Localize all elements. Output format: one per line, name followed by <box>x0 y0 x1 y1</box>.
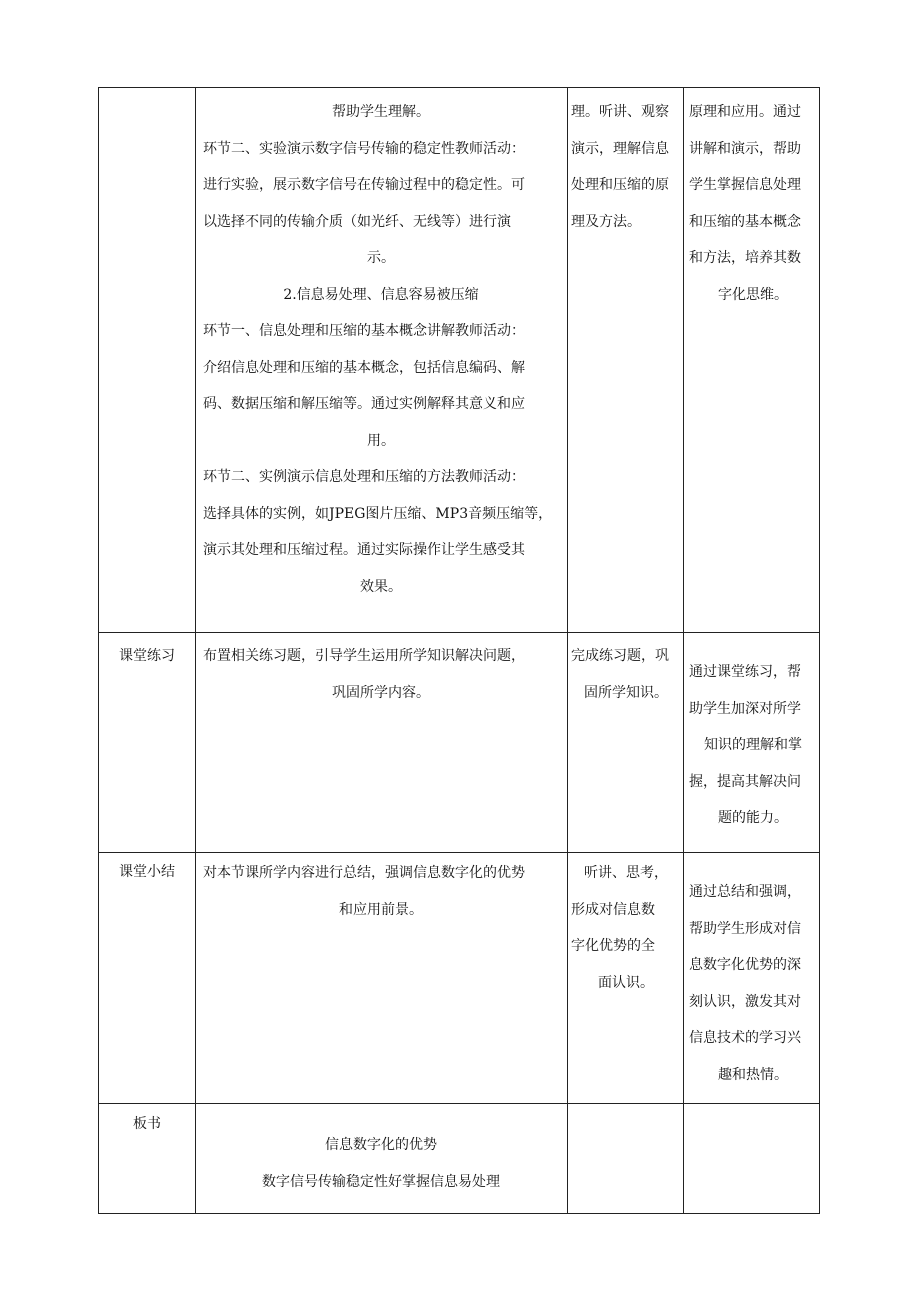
purpose-line: 和方法，培养其数 <box>689 250 801 266</box>
student-line: 形成对信息数 <box>571 901 655 918</box>
content-line: 进行实验，展示数字信号在传输过程中的稳定性。可 <box>203 177 525 193</box>
content-line: 2.信息易处理、信息容易被压缩 <box>283 286 479 303</box>
content-line: 对本节课所学内容进行总结，强调信息数字化的优势 <box>203 865 525 881</box>
content-line: 和应用前景。 <box>339 901 423 918</box>
content-line: 环节二、实验演示数字信号传输的稳定性教师活动： <box>203 140 525 157</box>
student-line: 完成练习题，巩 <box>571 648 669 664</box>
purpose-line: 信息技术的学习兴 <box>689 1030 801 1046</box>
student-line: 处理和压缩的原 <box>571 177 669 193</box>
row-1-student <box>571 638 681 711</box>
student-line: 理及方法。 <box>571 213 641 230</box>
purpose-line: 学生掌握信息处理 <box>689 177 801 193</box>
row-label-summary: 课堂小结 <box>119 864 175 880</box>
purpose-line: 息数字化优势的深 <box>689 957 801 973</box>
row-label-practice: 课堂练习 <box>119 648 175 664</box>
purpose-line: 帮助学生形成对信 <box>689 920 801 937</box>
row-1-content <box>203 638 559 711</box>
student-line: 听讲、思考， <box>584 865 668 881</box>
column-divider <box>195 88 196 1213</box>
student-line: 面认识。 <box>598 974 654 991</box>
column-divider <box>567 88 568 1213</box>
content-line: 以选择不同的传输介质（如光纤、无线等）进行演 <box>203 213 511 230</box>
content-line: 数字信号传输稳定性好掌握信息易处理 <box>262 1173 500 1190</box>
content-line: 示。 <box>367 250 395 266</box>
content-line: 帮助学生理解。 <box>332 104 430 120</box>
row-0-student <box>571 94 681 240</box>
row-2-student <box>571 855 681 1001</box>
purpose-line: 通过课堂练习，帮 <box>689 664 801 680</box>
purpose-line: 原理和应用。通过 <box>689 104 801 120</box>
row-divider <box>99 852 819 853</box>
content-line: 效果。 <box>360 578 402 595</box>
row-2-content <box>203 855 559 928</box>
row-2-purpose <box>689 874 817 1093</box>
content-line: 环节二、实例演示信息处理和压缩的方法教师活动： <box>203 469 525 485</box>
lesson-plan-table <box>98 87 820 1214</box>
content-line: 信息数字化的优势 <box>325 1137 437 1153</box>
purpose-line: 和压缩的基本概念 <box>689 213 801 230</box>
row-0-content <box>203 94 559 605</box>
purpose-line: 助学生加深对所学 <box>689 700 801 717</box>
row-0-purpose <box>689 94 817 313</box>
content-line: 巩固所学内容。 <box>332 684 430 701</box>
content-line: 用。 <box>367 432 395 449</box>
content-line: 布置相关练习题，引导学生运用所学知识解决问题， <box>203 648 525 664</box>
row-3-content <box>203 1127 559 1200</box>
row-label-blackboard: 板书 <box>133 1116 161 1132</box>
student-line: 演示，理解信息 <box>571 140 669 157</box>
row-divider <box>99 1103 819 1104</box>
purpose-line: 讲解和演示，帮助 <box>689 140 801 157</box>
student-line: 字化优势的全 <box>571 938 655 954</box>
row-1-purpose <box>689 654 817 837</box>
student-line: 理。听讲、观察 <box>571 104 669 120</box>
purpose-line: 字化思维。 <box>718 286 788 303</box>
content-line: 环节一、信息处理和压缩的基本概念讲解教师活动： <box>203 323 525 339</box>
content-line: 演示其处理和压缩过程。通过实际操作让学生感受其 <box>203 542 525 558</box>
content-line: 选择具体的实例，如JPEG图片压缩、MP3音频压缩等， <box>203 505 553 522</box>
content-line: 介绍信息处理和压缩的基本概念，包括信息编码、解 <box>203 359 525 376</box>
student-line: 固所学知识。 <box>584 684 668 701</box>
row-divider <box>99 632 819 633</box>
purpose-line: 趣和热情。 <box>718 1066 788 1083</box>
purpose-line: 通过总结和强调， <box>689 884 801 900</box>
purpose-line: 知识的理解和掌 <box>704 737 802 753</box>
purpose-line: 题的能力。 <box>718 810 788 826</box>
column-divider <box>683 88 684 1213</box>
purpose-line: 握，提高其解决问 <box>689 773 801 790</box>
purpose-line: 刻认识，激发其对 <box>689 993 801 1010</box>
content-line: 码、数据压缩和解压缩等。通过实例解释其意义和应 <box>203 396 525 412</box>
